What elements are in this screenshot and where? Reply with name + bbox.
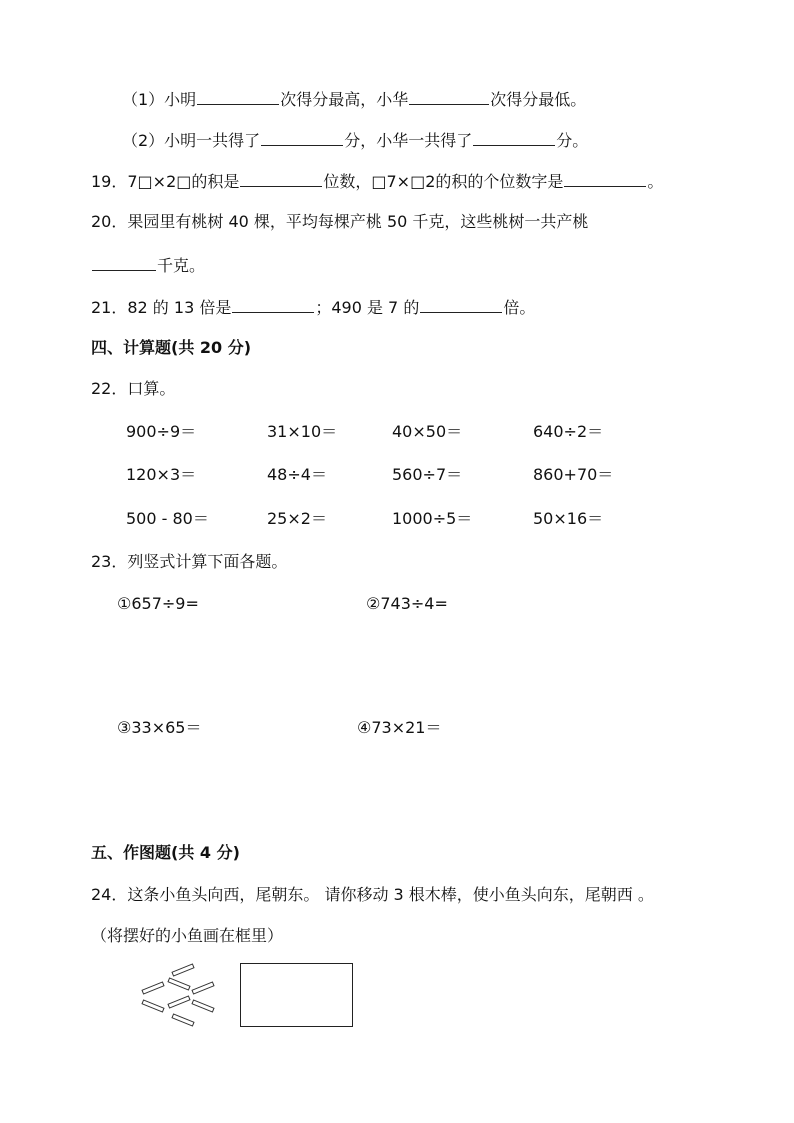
matchstick bbox=[142, 1000, 164, 1012]
matchstick bbox=[192, 1000, 214, 1012]
section-title-drawing: 五、作图题(共 4 分) bbox=[91, 843, 240, 862]
mental-math-item: 40×50＝ bbox=[392, 422, 463, 441]
vertical-calc-item: ③33×65＝ bbox=[117, 718, 202, 737]
mental-math-item: 640÷2＝ bbox=[533, 422, 604, 441]
q19-text-a: 19．7□×2□的积是 bbox=[91, 172, 240, 191]
vertical-calc-item: ②743÷4= bbox=[366, 594, 448, 613]
q20-line1: 20．果园里有桃树 40 棵，平均每棵产桃 50 千克，这些桃树一共产桃 bbox=[91, 212, 589, 231]
q18-part2-text-b: 分，小华一共得了 bbox=[344, 131, 473, 150]
q18-part1-text-a: （1）小明 bbox=[122, 90, 197, 109]
mental-math-item: 500 - 80＝ bbox=[126, 509, 209, 528]
matchstick bbox=[192, 982, 214, 994]
answer-blank[interactable] bbox=[92, 254, 156, 271]
q22-title: 22．口算。 bbox=[91, 379, 176, 398]
answer-blank[interactable] bbox=[473, 129, 555, 146]
q20-line2 bbox=[91, 254, 205, 277]
q21-text-b: ；490 是 7 的 bbox=[315, 298, 420, 317]
answer-blank[interactable] bbox=[232, 296, 314, 313]
q24-line1: 24．这条小鱼头向西，尾朝东。 请你移动 3 根木棒，使小鱼头向东，尾朝西 。 bbox=[91, 885, 654, 904]
mental-math-item: 560÷7＝ bbox=[392, 465, 463, 484]
mental-math-item: 25×2＝ bbox=[267, 509, 327, 528]
q20-line2-text: 千克。 bbox=[157, 256, 206, 275]
matchstick bbox=[172, 1014, 194, 1026]
answer-blank[interactable] bbox=[409, 88, 489, 105]
q21-text-a: 21．82 的 13 倍是 bbox=[91, 298, 232, 317]
mental-math-item: 900÷9＝ bbox=[126, 422, 197, 441]
q18-part1 bbox=[122, 88, 586, 111]
q23-title: 23．列竖式计算下面各题。 bbox=[91, 552, 288, 571]
answer-blank[interactable] bbox=[420, 296, 502, 313]
q19-text-b: 位数，□7×□2的积的个位数字是 bbox=[323, 172, 564, 191]
mental-math-item: 120×3＝ bbox=[126, 465, 197, 484]
q19-text-c: 。 bbox=[647, 172, 664, 191]
mental-math-item: 31×10＝ bbox=[267, 422, 338, 441]
answer-blank[interactable] bbox=[261, 129, 343, 146]
vertical-calc-item: ④73×21＝ bbox=[357, 718, 442, 737]
vertical-calc-item: ①657÷9= bbox=[117, 594, 199, 613]
q19 bbox=[91, 170, 663, 193]
answer-blank[interactable] bbox=[240, 170, 322, 187]
drawing-answer-box[interactable] bbox=[240, 963, 353, 1027]
matchstick bbox=[168, 978, 190, 990]
matchstick-fish-figure bbox=[138, 962, 218, 1028]
matchstick bbox=[168, 996, 190, 1008]
section-title-calculation: 四、计算题(共 20 分) bbox=[91, 338, 252, 357]
q18-part1-text-c: 次得分最低。 bbox=[490, 90, 587, 109]
q21 bbox=[91, 296, 535, 319]
answer-blank[interactable] bbox=[564, 170, 646, 187]
matchstick bbox=[142, 982, 164, 994]
matchstick bbox=[172, 964, 194, 976]
q18-part2 bbox=[122, 129, 588, 152]
mental-math-item: 860+70＝ bbox=[533, 465, 614, 484]
answer-blank[interactable] bbox=[197, 88, 279, 105]
mental-math-item: 48÷4＝ bbox=[267, 465, 327, 484]
q21-text-c: 倍。 bbox=[503, 298, 536, 317]
mental-math-item: 1000÷5＝ bbox=[392, 509, 473, 528]
q18-part1-text-b: 次得分最高，小华 bbox=[280, 90, 409, 109]
q18-part2-text-c: 分。 bbox=[556, 131, 589, 150]
q18-part2-text-a: （2）小明一共得了 bbox=[122, 131, 261, 150]
mental-math-item: 50×16＝ bbox=[533, 509, 604, 528]
q24-line2: （将摆好的小鱼画在框里） bbox=[91, 926, 284, 945]
